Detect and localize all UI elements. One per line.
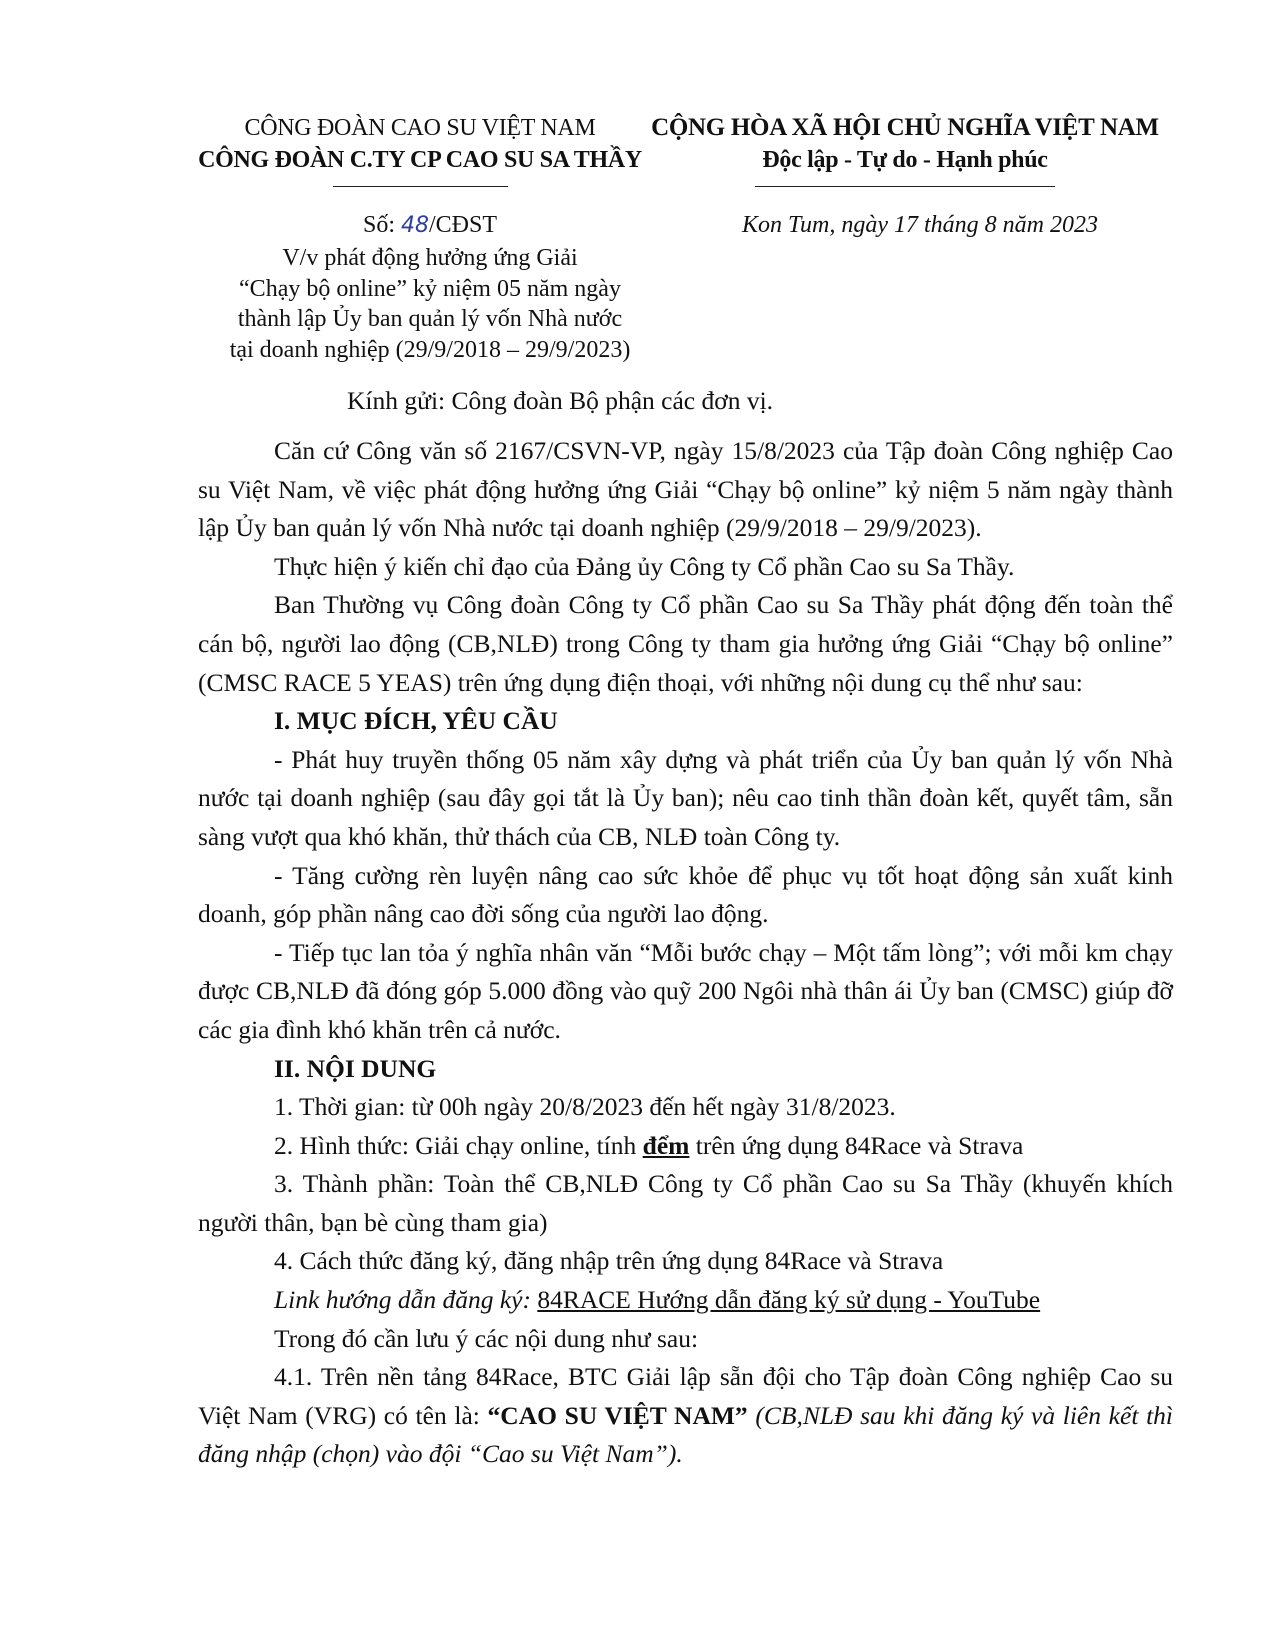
doc-number-prefix: Số: (362, 212, 395, 238)
paragraph (198, 1127, 1173, 1166)
doc-number-handwritten: 48 (401, 213, 429, 238)
recipient-line: Kính gửi: Công đoàn Bộ phận các đơn vị. (347, 386, 774, 415)
subject-line: thành lập Ủy ban quản lý vốn Nhà nước (237, 306, 623, 332)
paragraph: Trong đó cần lưu ý các nội dung như sau: (274, 1323, 699, 1353)
paragraph: Ban Thường vụ Công đoàn Công ty Cổ phần Cao su Sa Thầy phát động đến toàn thể cán bộ, người lao động (CB,NLĐ) trong Công ty tham gia hưởng ứng Giải “Chạy bộ online” (CMSC RACE 5 YEAS) trên ứng dụng điện thoại, với những nội dung cụ thể như sau: (198, 590, 1173, 697)
date-line: Kon Tum, ngày 17 tháng 8 năm 2023 (741, 212, 1098, 238)
document-body (198, 432, 1173, 1474)
text-run: 4.1. Trên nền tảng 84Race, BTC Giải lập sẵn đội cho Tập đoàn Công nghiệp Cao su Việt Nam (VRG) có tên là: (198, 1362, 1173, 1430)
national-title: CỘNG HÒA XÃ HỘI CHỦ NGHĨA VIỆT NAM (651, 114, 1159, 141)
text-run-emphasis: đểm (642, 1130, 690, 1160)
paragraph: 4. Cách thức đăng ký, đăng nhập trên ứng dụng 84Race và Strava (274, 1246, 944, 1276)
paragraph (198, 1358, 1173, 1474)
team-name: “CAO SU VIỆT NAM” (487, 1400, 748, 1430)
paragraph: 1. Thời gian: từ 00h ngày 20/8/2023 đến hết ngày 31/8/2023. (274, 1092, 896, 1122)
motto-underline (755, 186, 1055, 187)
link-label: Link hướng dẫn đăng ký: (274, 1285, 531, 1315)
paragraph: - Tăng cường rèn luyện nâng cao sức khỏe để phục vụ tốt hoạt động sản xuất kinh doanh, góp phần nâng cao đời sống của người lao động. (198, 860, 1173, 929)
section-heading: II. NỘI DUNG (274, 1053, 437, 1083)
text-run: trên ứng dụng 84Race và Strava (689, 1130, 1024, 1160)
text-run: 2. Hình thức: Giải chạy online, tính (274, 1130, 643, 1160)
national-motto: Độc lập - Tự do - Hạnh phúc (762, 147, 1048, 173)
paragraph: Căn cứ Công văn số 2167/CSVN-VP, ngày 15/8/2023 của Tập đoàn Công nghiệp Cao su Việt Nam, về việc phát động hưởng ứng Giải “Chạy bộ online” kỷ niệm 5 năm ngày thành lập Ủy ban quản lý vốn Nhà nước tại doanh nghiệp (29/9/2018 – 29/9/2023). (198, 436, 1173, 543)
youtube-link[interactable]: 84RACE Hướng dẫn đăng ký sử dụng - YouTube (537, 1285, 1041, 1315)
issuer-parent-name: CÔNG ĐOÀN CAO SU VIỆT NAM (244, 115, 596, 141)
paragraph: Thực hiện ý kiến chỉ đạo của Đảng ủy Công ty Cổ phần Cao su Sa Thầy. (274, 551, 1015, 581)
paragraph: - Phát huy truyền thống 05 năm xây dựng và phát triển của Ủy ban quản lý vốn Nhà nước tại doanh nghiệp (sau đây gọi tắt là Ủy ban); nêu cao tinh thần đoàn kết, quyết tâm, sẵn sàng vượt qua khó khăn, thử thách của CB, NLĐ toàn Công ty. (198, 744, 1173, 851)
subject-block (190, 243, 670, 365)
national-title-block (630, 112, 1180, 187)
subject-line: V/v phát động hưởng ứng Giải (282, 245, 578, 271)
text-run-italic: (CB,NLĐ sau khi đăng ký và liên kết thì đăng nhập (chọn) vào đội “Cao su Việt Nam”). (198, 1400, 1173, 1469)
paragraph: 3. Thành phần: Toàn thể CB,NLĐ Công ty Cổ phần Cao su Sa Thầy (khuyến khích người thân, bạn bè cùng tham gia) (198, 1169, 1173, 1237)
subject-line: “Chạy bộ online” kỷ niệm 05 năm ngày (239, 275, 621, 302)
doc-number-suffix: /CĐST (429, 212, 498, 238)
issuer-underline (333, 186, 508, 187)
document-number (190, 210, 670, 241)
subject-line: tại doanh nghiệp (29/9/2018 – 29/9/2023) (229, 336, 631, 363)
issuer-block (190, 112, 650, 187)
paragraph (198, 1281, 1173, 1320)
issuer-name: CÔNG ĐOÀN C.TY CP CAO SU SA THẦY (198, 147, 642, 173)
paragraph: - Tiếp tục lan tỏa ý nghĩa nhân văn “Mỗi bước chạy – Một tấm lòng”; với mỗi km chạy được CB,NLĐ đã đóng góp 5.000 đồng vào quỹ 200 Ngôi nhà thân ái Ủy ban (CMSC) giúp đỡ các gia đình khó khăn trên cả nước. (198, 937, 1173, 1044)
section-heading: I. MỤC ĐÍCH, YÊU CẦU (274, 706, 558, 736)
